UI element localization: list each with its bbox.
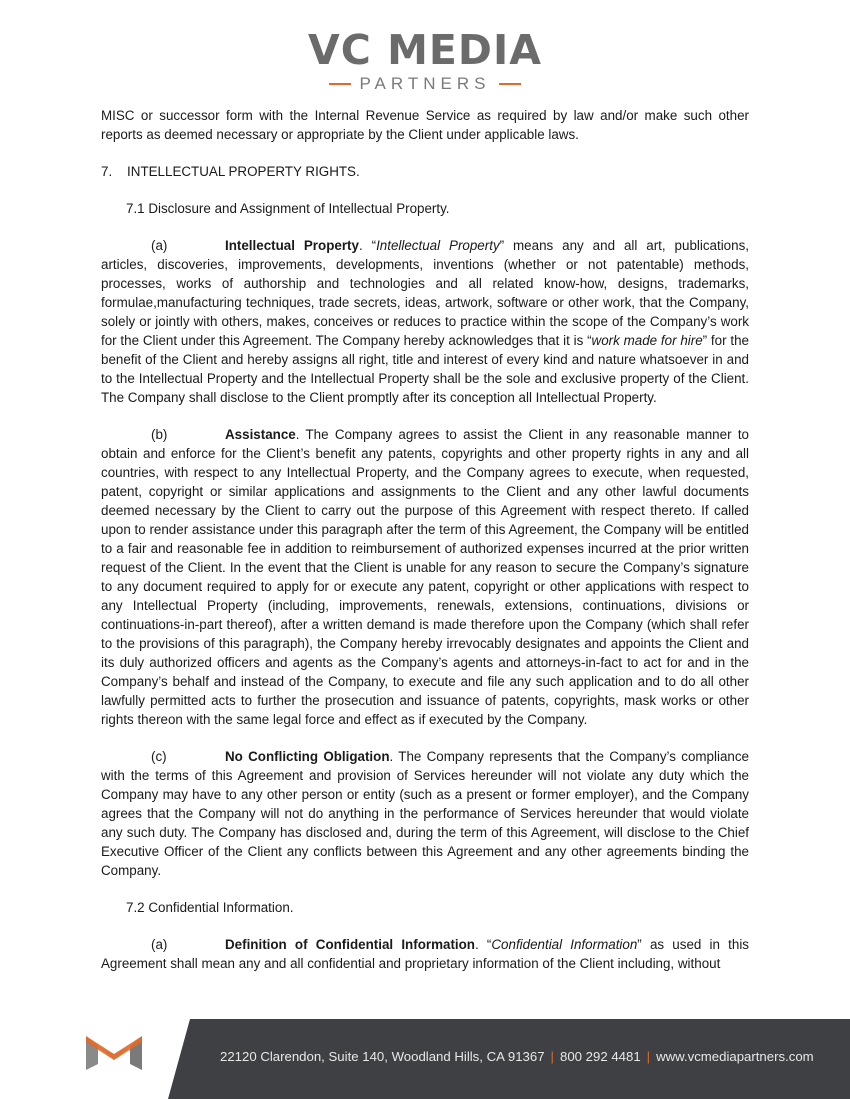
footer-website-link[interactable]: www.vcmediapartners.com bbox=[656, 1049, 814, 1064]
paragraph-title: Intellectual Property bbox=[225, 238, 359, 253]
paragraph-title: Definition of Confidential Information bbox=[225, 937, 475, 952]
paragraph-text: . “ bbox=[358, 238, 377, 253]
footer-contact-line bbox=[220, 1049, 840, 1064]
footer-separator: | bbox=[550, 1049, 554, 1064]
paragraph-b-assistance bbox=[101, 425, 749, 729]
subsection-7-2-heading: 7.2 Confidential Information. bbox=[126, 900, 294, 915]
paragraph-a-intellectual-property bbox=[101, 236, 749, 407]
logo-dash-left bbox=[329, 83, 351, 85]
paragraph-c-no-conflicting-obligation bbox=[101, 747, 749, 880]
paragraph-text: . “ bbox=[474, 937, 492, 952]
paragraph-text: . The Company agrees to assist the Client in any reasonable manner to obtain and enforce for the Client’s benefit any patents, copyrights and other property rights in any and all countries, with respect to any Intellectual Property, and the Company agrees to execute, when requested, patent, copyright or similar applications and assignments to the Client and any other lawful documents deemed necessary by the Client to carry out the purpose of this Agreement with respect thereto. If called upon to render assistance under this paragraph after the term of this Agreement, the Company will be entitled to a fair and reasonable fee in addition to reimbursement of authorized expenses incurred at the prior written request of the Client. In the event that the Client is unable for any reason to secure the Company’s signature to any document required to apply for or execute any patent, copyright or other applications with respect to any Intellectual Property (including, improvements, renewals, extensions, continuations, divisions or continuations-in-part thereof), after a written demand is made therefore upon the Company (which shall refer to the provisions of this paragraph), the Company hereby irrevocably designates and appoints the Client and its duly authorized officers and agents as the Company’s agents and attorneys-in-fact to act for and in the Company’s behalf and instead of the Company, to execute and file any such application and to do all other lawfully permitted acts to further the prosecution and issuance of patents, copyrights, mask works or other rights thereon with the same legal force and effect as if executed by the Company. bbox=[101, 427, 749, 727]
footer-phone: 800 292 4481 bbox=[559, 1049, 641, 1064]
defined-term: Confidential Information bbox=[491, 937, 638, 952]
footer-separator: | bbox=[646, 1049, 651, 1064]
logo-main-text: VC MEDIA bbox=[308, 26, 542, 74]
company-logo bbox=[0, 28, 850, 94]
defined-term: work made for hire bbox=[591, 333, 703, 348]
paragraph-text: ” as used in this Agreement shall mean any and all confidential and proprietary information of the Client including, without bbox=[101, 937, 750, 971]
document-body bbox=[101, 106, 749, 973]
defined-term: Intellectual Property bbox=[376, 238, 500, 253]
paragraph-label: (c) bbox=[151, 749, 167, 764]
logo-dash-right bbox=[499, 83, 521, 85]
paragraph-title: Assistance bbox=[225, 427, 296, 442]
paragraph-text: . The Company represents that the Company’s compliance with the terms of this Agreement and provision of Services hereunder will not violate any duty which the Company may have to any other person or entity (such as a present or former employer), and the Company agrees that the Company will not do anything in the performance of Services hereunder that would violate any such duty. The Company has disclosed and, during the term of this Agreement, will disclose to the Chief Executive Officer of the Client any conflicts between this Agreement and any other agreements binding the Company. bbox=[101, 749, 749, 878]
paragraph-title: No Conflicting Obligation bbox=[225, 749, 390, 764]
footer-band bbox=[0, 1019, 850, 1099]
paragraph-label: (b) bbox=[151, 427, 168, 442]
logo-sub-text: PARTNERS bbox=[359, 74, 491, 93]
section-7-heading: 7. INTELLECTUAL PROPERTY RIGHTS. bbox=[101, 164, 360, 179]
logo-sub-row bbox=[0, 74, 850, 94]
footer-address: 22120 Clarendon, Suite 140, Woodland Hills, CA 91367 bbox=[220, 1049, 545, 1064]
paragraph-label: (a) bbox=[151, 238, 168, 253]
paragraph-text: ” for the benefit of the Client and hereby assigns all right, title and interest of every kind and nature whatsoever in and to the Intellectual Property and the Intellectual Property shall be the sole and exclusive property of the Client. The Company shall disclose to the Client promptly after its conception all Intellectual Property. bbox=[101, 333, 749, 405]
intro-paragraph: MISC or successor form with the Internal Revenue Service as required by law and/or make such other reports as deemed necessary or appropriate by the Client under applicable laws. bbox=[101, 108, 749, 142]
paragraph-label: (a) bbox=[151, 937, 168, 952]
subsection-7-1-heading: 7.1 Disclosure and Assignment of Intellectual Property. bbox=[126, 201, 450, 216]
paragraph-text: ” means any and all art, publications, articles, discoveries, improvements, developments, inventions (whether or not patentable) methods, processes, works of authorship and technologies and all related know-how, designs, trademarks, formulae,manufacturing techniques, trade secrets, ideas, artwork, software or other work, that the Company, solely or jointly with others, makes, conceives or reduces to practice within the scope of the Company’s work for the Client under this Agreement. The Company hereby acknowledges that it is “ bbox=[101, 238, 749, 348]
paragraph-a-confidential-information bbox=[101, 935, 749, 973]
